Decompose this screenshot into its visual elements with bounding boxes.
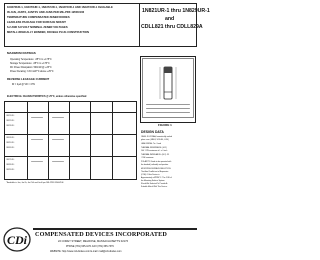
table-column-rule [27, 101, 28, 180]
design-data-line: (COE) Of this Device is [141, 174, 160, 176]
design-data-line: CASE: DO-213AA, hermetically sealed [141, 136, 172, 138]
design-data-line: Suitable Match With This Device. [141, 186, 168, 188]
company-name: COMPENSATED DEVICES INCORPORATED [35, 231, 167, 238]
reverse-leakage-title: REVERSE LEAKAGE CURRENT [7, 77, 50, 81]
design-data-title: DESIGN DATA [141, 130, 164, 134]
company-contact: PHONE (781) 665-1071 FAX (781) 665-7379 [66, 245, 114, 248]
table-group-rule [4, 156, 137, 157]
electrical-footnote: * Available in Jan, JanTx, JanTxV and JanS per MIL-PRF-19500/106 [6, 182, 64, 184]
table-column-rule [112, 101, 113, 180]
max-ratings-line: Operating Temperature: -65°C to +175°C [10, 59, 52, 61]
design-data-line: the Mounting Surface System [141, 180, 165, 182]
table-value-bar [31, 161, 43, 162]
table-column-rule [69, 101, 70, 180]
table-part-number: 1N823UR-1 [6, 126, 15, 127]
table-part-number: 1N825UR-1 [6, 143, 15, 144]
design-data-line: Approximately ±4PPM/°C. The COE of [141, 177, 172, 179]
header-line-3: TEMPERATURE COMPENSATED ZENER DIODES [7, 16, 70, 19]
max-ratings-title: MAXIMUM RATINGS [7, 51, 36, 55]
svg-text:CDi: CDi [6, 233, 28, 247]
table-value-bar [52, 139, 64, 140]
table-part-number: 1N822UR-1 [6, 121, 15, 122]
footer-rule [33, 228, 197, 230]
table-part-number: 1N826UR-1 [6, 148, 15, 149]
header-line-2: IN JAN, JANTX, JANTXV AND JANS PER MIL-PRF-19500/106 [7, 11, 85, 14]
table-column-rule [48, 101, 49, 180]
design-data-line: MOUNTING SURFACE SELECTION: [141, 168, 171, 170]
max-ratings-line: Storage Temperature: -65°C to +175°C [10, 63, 50, 65]
table-value-bar [52, 117, 64, 118]
max-ratings-line: Power Derating: 3.33 mW/°C above +25°C [10, 71, 54, 73]
figure-dimension-row [146, 104, 190, 105]
design-data-line: °C/W maximum [141, 157, 154, 159]
design-data-line: The Axial Coefficient of Expansion [141, 171, 169, 173]
figure-dimension-row [146, 112, 190, 113]
design-data-line: Should Be Selected To Provide A [141, 183, 168, 185]
table-part-number: 1N821UR-1 [6, 116, 15, 117]
table-part-number: 1N828UR-1 [6, 165, 15, 166]
max-ratings-line: DC Power Dissipation: 500mW @ +25°C [10, 67, 52, 69]
part-range-line-3: CDLL821 thru CDLL829A [141, 24, 203, 30]
reverse-leakage-line: IR = 2μA @ VR = 3.5V [12, 84, 36, 86]
table-value-bar [52, 161, 64, 162]
design-data-line: LEAD FINISH: Tin / Lead [141, 143, 161, 145]
company-address: 22 COREY STREET, MELROSE, MASSACHUSETTS 02176 [58, 240, 129, 243]
part-range-line-2: and [165, 16, 175, 22]
table-column-rule [90, 101, 91, 180]
header-line-6: METALLURGICALLY BONDED, DOUBLE PLUG CONSTRUCTION [7, 31, 89, 34]
design-data-line: glass case. (MELF, SOD-80, LL34) [141, 139, 169, 141]
part-range-line-1: 1N821UR-1 thru 1N829UR-1 [142, 8, 210, 14]
table-header-rule [4, 112, 137, 113]
table-value-bar [31, 117, 43, 118]
header-line-4: LEADLESS PACKAGE FOR SURFACE MOUNT [7, 21, 66, 24]
header-line-5: 6.2 AND 6.8 VOLT NOMINAL ZENER VOLTAGES [7, 26, 68, 29]
table-part-number: 1N824UR-1 [6, 138, 15, 139]
diode-package-drawing [158, 66, 178, 100]
design-data-line: THERMAL IMPEDANCE: (θJC): 35 [141, 154, 170, 156]
figure-dimension-row [146, 108, 190, 109]
table-value-bar [31, 139, 43, 140]
header-line-1: 1N4370UR-1, 1N4370UR-1, 1N4372UR-1, 1N4372UR-1 AND 1N4373UR-1 AVAILABLE [7, 6, 113, 9]
table-part-number: 1N827UR-1 [6, 160, 15, 161]
table-group-rule [4, 134, 137, 135]
design-data-line: POLARITY: Diode to be operated with [141, 161, 172, 163]
company-logo [3, 227, 31, 252]
design-data-line: THERMAL RESISTANCE: (θJC) [141, 147, 167, 149]
figure-caption: FIGURE 1 [158, 123, 172, 127]
design-data-line: 100 °C/W maximum at L = 0 inch [141, 150, 168, 152]
table-part-number: 1N829UR-1 [6, 170, 15, 171]
company-web[interactable]: WEBSITE: http://www.cdi-diodes.com E-mail: mail@cdi-diodes.com [50, 250, 122, 253]
header-divider [139, 3, 140, 47]
electrical-title: ELECTRICAL CHARACTERISTICS @ 25°C, unless otherwise specified [7, 95, 87, 98]
design-data-line: the banded (cathode) end positive. [141, 164, 169, 166]
